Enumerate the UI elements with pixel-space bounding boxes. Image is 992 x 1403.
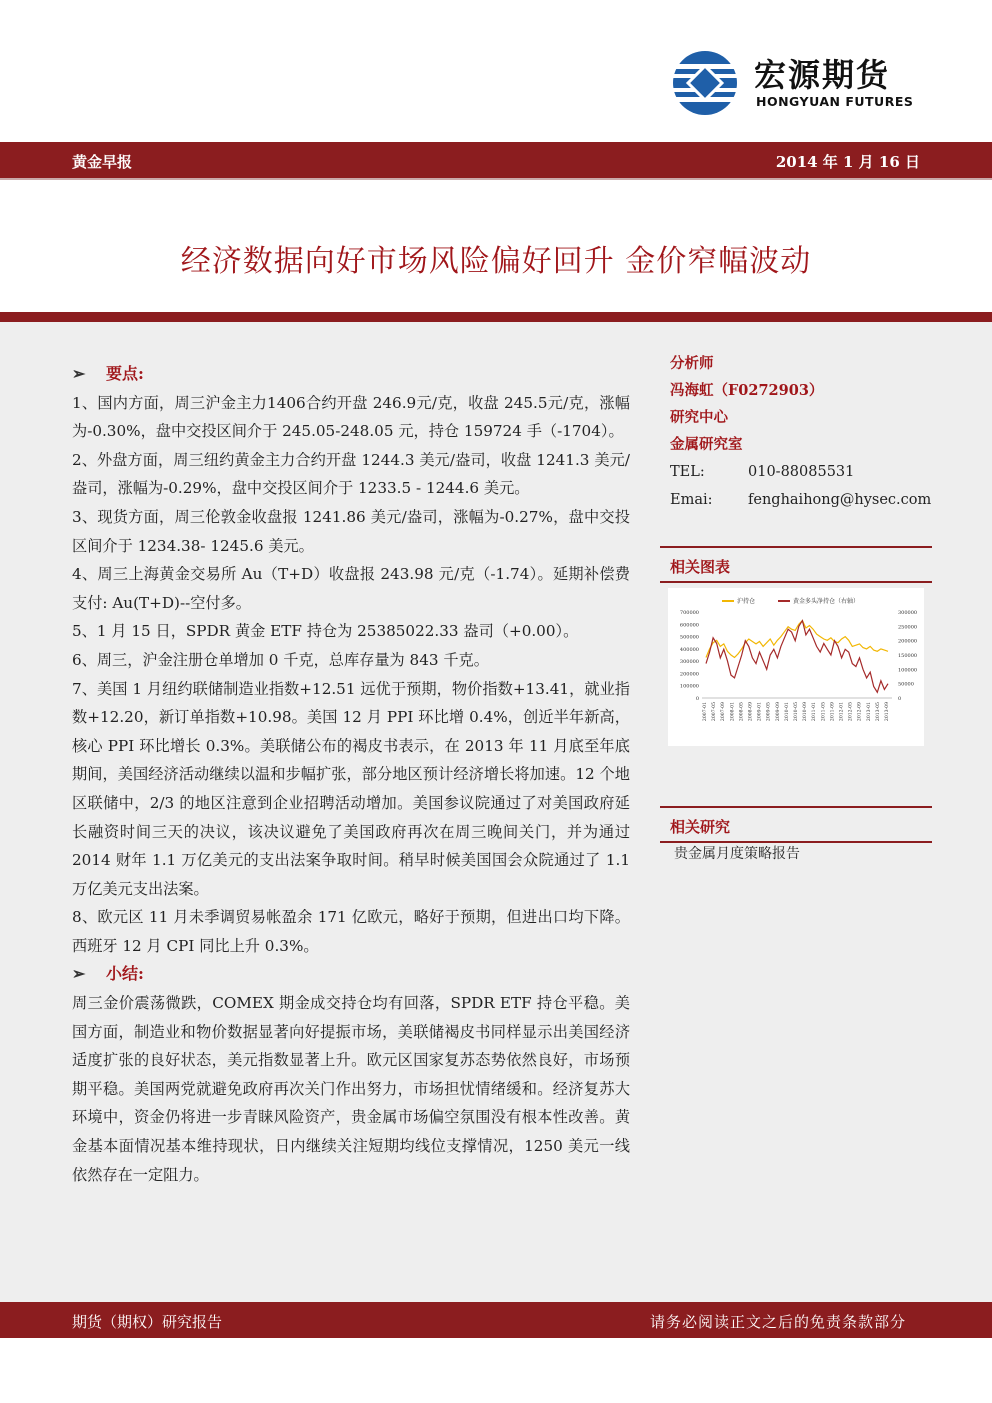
x-tick-label: 2009-01: [757, 702, 763, 722]
key-point-1: 1、国内方面，周三沪金主力1406合约开盘 246.9元/克，收盘 245.5元/克，涨幅为-0.30%，盘中交投区间介于 245.05-248.05 元，持仓 159724 手（-1704）。: [72, 393, 630, 441]
y-right-tick-label: 300000: [898, 610, 918, 616]
x-tick-label: 2011-09: [830, 702, 836, 722]
department: 研究中心: [670, 409, 728, 426]
summary-text: 周三金价震荡微跌，COMEX 期金成交持仓均有回落，SPDR ETF 持仓平稳。美国方面，制造业和物价数据显著向好提振市场，美联储褐皮书同样显示出美国经济适度扩张的良好状态，美元指数显著上升。欧元区国家复苏态势依然良好，市场预期平稳。美国两党就避免政府再次关门作出努力，市场担忧情绪缓和。经济复苏大环境中，资金仍将进一步青睐风险资产，贵金属市场偏空氛围没有根本性改善。黄金基本面情况基本维持现状，日内继续关注短期均线位支撑情况，1250 美元一线依然存在一定阻力。: [72, 994, 630, 1184]
analyst-panel: [670, 350, 932, 514]
x-tick-label: 2008-01: [730, 702, 736, 722]
key-points-heading: [72, 360, 630, 389]
footer-disclaimer[interactable]: 请务必阅读正文之后的免责条款部分: [649, 1313, 906, 1331]
chart-section-heading: 相关图表: [660, 546, 932, 583]
arrow-bullet-icon: ➢: [72, 364, 86, 383]
y-left-tick-label: 200000: [679, 671, 699, 678]
page-header: [0, 0, 992, 142]
logo-name-en: HONGYUAN FUTURES: [756, 94, 914, 109]
y-left-tick-label: 100000: [679, 683, 699, 690]
x-tick-label: 2010-01: [784, 702, 790, 722]
y-left-tick-label: 0: [695, 696, 699, 702]
y-left-tick-label: 400000: [679, 646, 699, 653]
y-right-tick-label: 200000: [898, 638, 918, 645]
email-row: [670, 486, 932, 514]
x-tick-label: 2007-01: [703, 702, 708, 722]
report-band: [0, 142, 992, 178]
email-label: Emai:: [670, 492, 713, 508]
footer-report-type: 期货（期权）研究报告: [72, 1313, 223, 1331]
x-tick-label: 2013-05: [875, 702, 881, 722]
research-item[interactable]: 贵金属月度策略报告: [674, 846, 800, 862]
holding-chart: [668, 588, 924, 746]
key-point-7: 7、美国 1 月纽约联储制造业指数+12.51 远优于预期，物价指数+13.41，就业指数+12.20，新订单指数+10.98。美国 12 月 PPI 环比增 0.4%，创近半年新高，核心 PPI 环比增长 0.3%。美联储公布的褐皮书表示，在 2013 年 11 月底至年底期间，美国经济活动继续以温和步幅扩张，部分地区预计经济增长将加速。12 个地区联储中，2/3 的地区注意到企业招聘活动增加。美国参议院通过了对美国政府延长融资时间三天的决议，该决议避免了美国政府再次在周三晚间关门，并为通过 2014 财年 1.1 万亿美元的支出法案争取时间。稍早时候美国国会众院通过了 1.1 万亿美元支出法案。: [72, 679, 630, 898]
company-logo: [672, 48, 922, 118]
key-point-3: 3、现货方面，周三伦敦金收盘报 1241.86 美元/盎司，涨幅为-0.27%，盘中交投区间介于 1234.38- 1245.6 美元。: [72, 507, 630, 555]
key-point-5: 5、1 月 15 日，SPDR 黄金 ETF 持仓为 25385022.33 盎司（+0.00）。: [72, 622, 579, 641]
email-value[interactable]: fenghaihong@hysec.com: [748, 492, 932, 508]
report-date: 2014 年 1 月 16 日: [775, 153, 920, 171]
x-tick-label: 2011-01: [812, 702, 818, 722]
x-tick-label: 2009-09: [775, 702, 781, 722]
main-content: [72, 360, 630, 1189]
key-point-6: 6、周三，沪金注册仓单增加 0 千克，总库存量为 843 千克。: [72, 650, 489, 669]
x-tick-label: 2007-09: [721, 702, 727, 722]
logo-emblem-icon: [672, 50, 738, 116]
sub-department: 金属研究室: [670, 436, 743, 453]
x-tick-label: 2009-05: [766, 702, 772, 722]
tel-row: [670, 458, 932, 486]
y-right-tick-label: 100000: [898, 667, 918, 674]
x-tick-label: 2008-09: [748, 702, 754, 722]
band-divider: [0, 178, 992, 180]
arrow-bullet-icon: ➢: [72, 964, 86, 984]
x-tick-label: 2013-09: [885, 702, 890, 722]
y-right-tick-label: 0: [898, 696, 902, 702]
tel-label: TEL:: [670, 464, 705, 480]
research-section-heading: 相关研究: [660, 806, 932, 843]
x-tick-label: 2012-01: [839, 702, 845, 722]
page-footer: [0, 1302, 992, 1338]
x-tick-label: 2008-05: [739, 702, 745, 722]
x-tick-label: 2010-09: [803, 702, 809, 722]
x-tick-label: 2010-05: [794, 702, 799, 722]
tel-value: 010-88085531: [748, 464, 855, 480]
title-divider: [0, 312, 992, 322]
legend-label-series-1: 沪持仓: [737, 598, 756, 605]
analyst-label: 分析师: [670, 355, 714, 372]
y-left-tick-label: 300000: [679, 659, 699, 666]
y-right-tick-label: 150000: [898, 653, 918, 659]
key-point-2: 2、外盘方面，周三纽约黄金主力合约开盘 1244.3 美元/盎司，收盘 1241.3 美元/盎司，涨幅为-0.29%，盘中交投区间介于 1233.5 - 1244.6 美元。: [72, 450, 630, 498]
summary-heading: [72, 960, 630, 989]
x-tick-label: 2012-05: [848, 702, 854, 722]
report-title: 经济数据向好市场风险偏好回升 金价窄幅波动: [180, 244, 812, 279]
x-tick-label: 2013-01: [866, 702, 872, 722]
y-right-tick-label: 50000: [898, 681, 914, 688]
legend-label-series-2: 黄金多头净持仓（右轴）: [793, 598, 860, 605]
x-tick-label: 2012-09: [857, 702, 863, 722]
logo-name-cn: 宏源期货: [754, 56, 891, 94]
chart-svg: [668, 588, 924, 746]
analyst-name: 冯海虹（F0272903）: [670, 382, 824, 399]
y-left-tick-label: 500000: [679, 634, 699, 641]
x-tick-label: 2011-05: [821, 702, 827, 722]
key-point-8: 8、欧元区 11 月未季调贸易帐盈余 171 亿欧元，略好于预期，但进出口均下降。西班牙 12 月 CPI 同比上升 0.3%。: [72, 908, 630, 955]
y-left-tick-label: 600000: [679, 622, 699, 629]
report-type: 黄金早报: [72, 153, 133, 171]
x-tick-label: 2007-05: [712, 702, 718, 722]
key-points-label: 要点:: [106, 364, 144, 383]
key-point-4: 4、周三上海黄金交易所 Au（T+D）收盘报 243.98 元/克（-1.74）。延期补偿费支付: Au(T+D)--空付多。: [72, 565, 630, 612]
y-left-tick-label: 700000: [679, 610, 699, 616]
summary-label: 小结:: [106, 964, 144, 984]
y-right-tick-label: 250000: [898, 624, 918, 631]
